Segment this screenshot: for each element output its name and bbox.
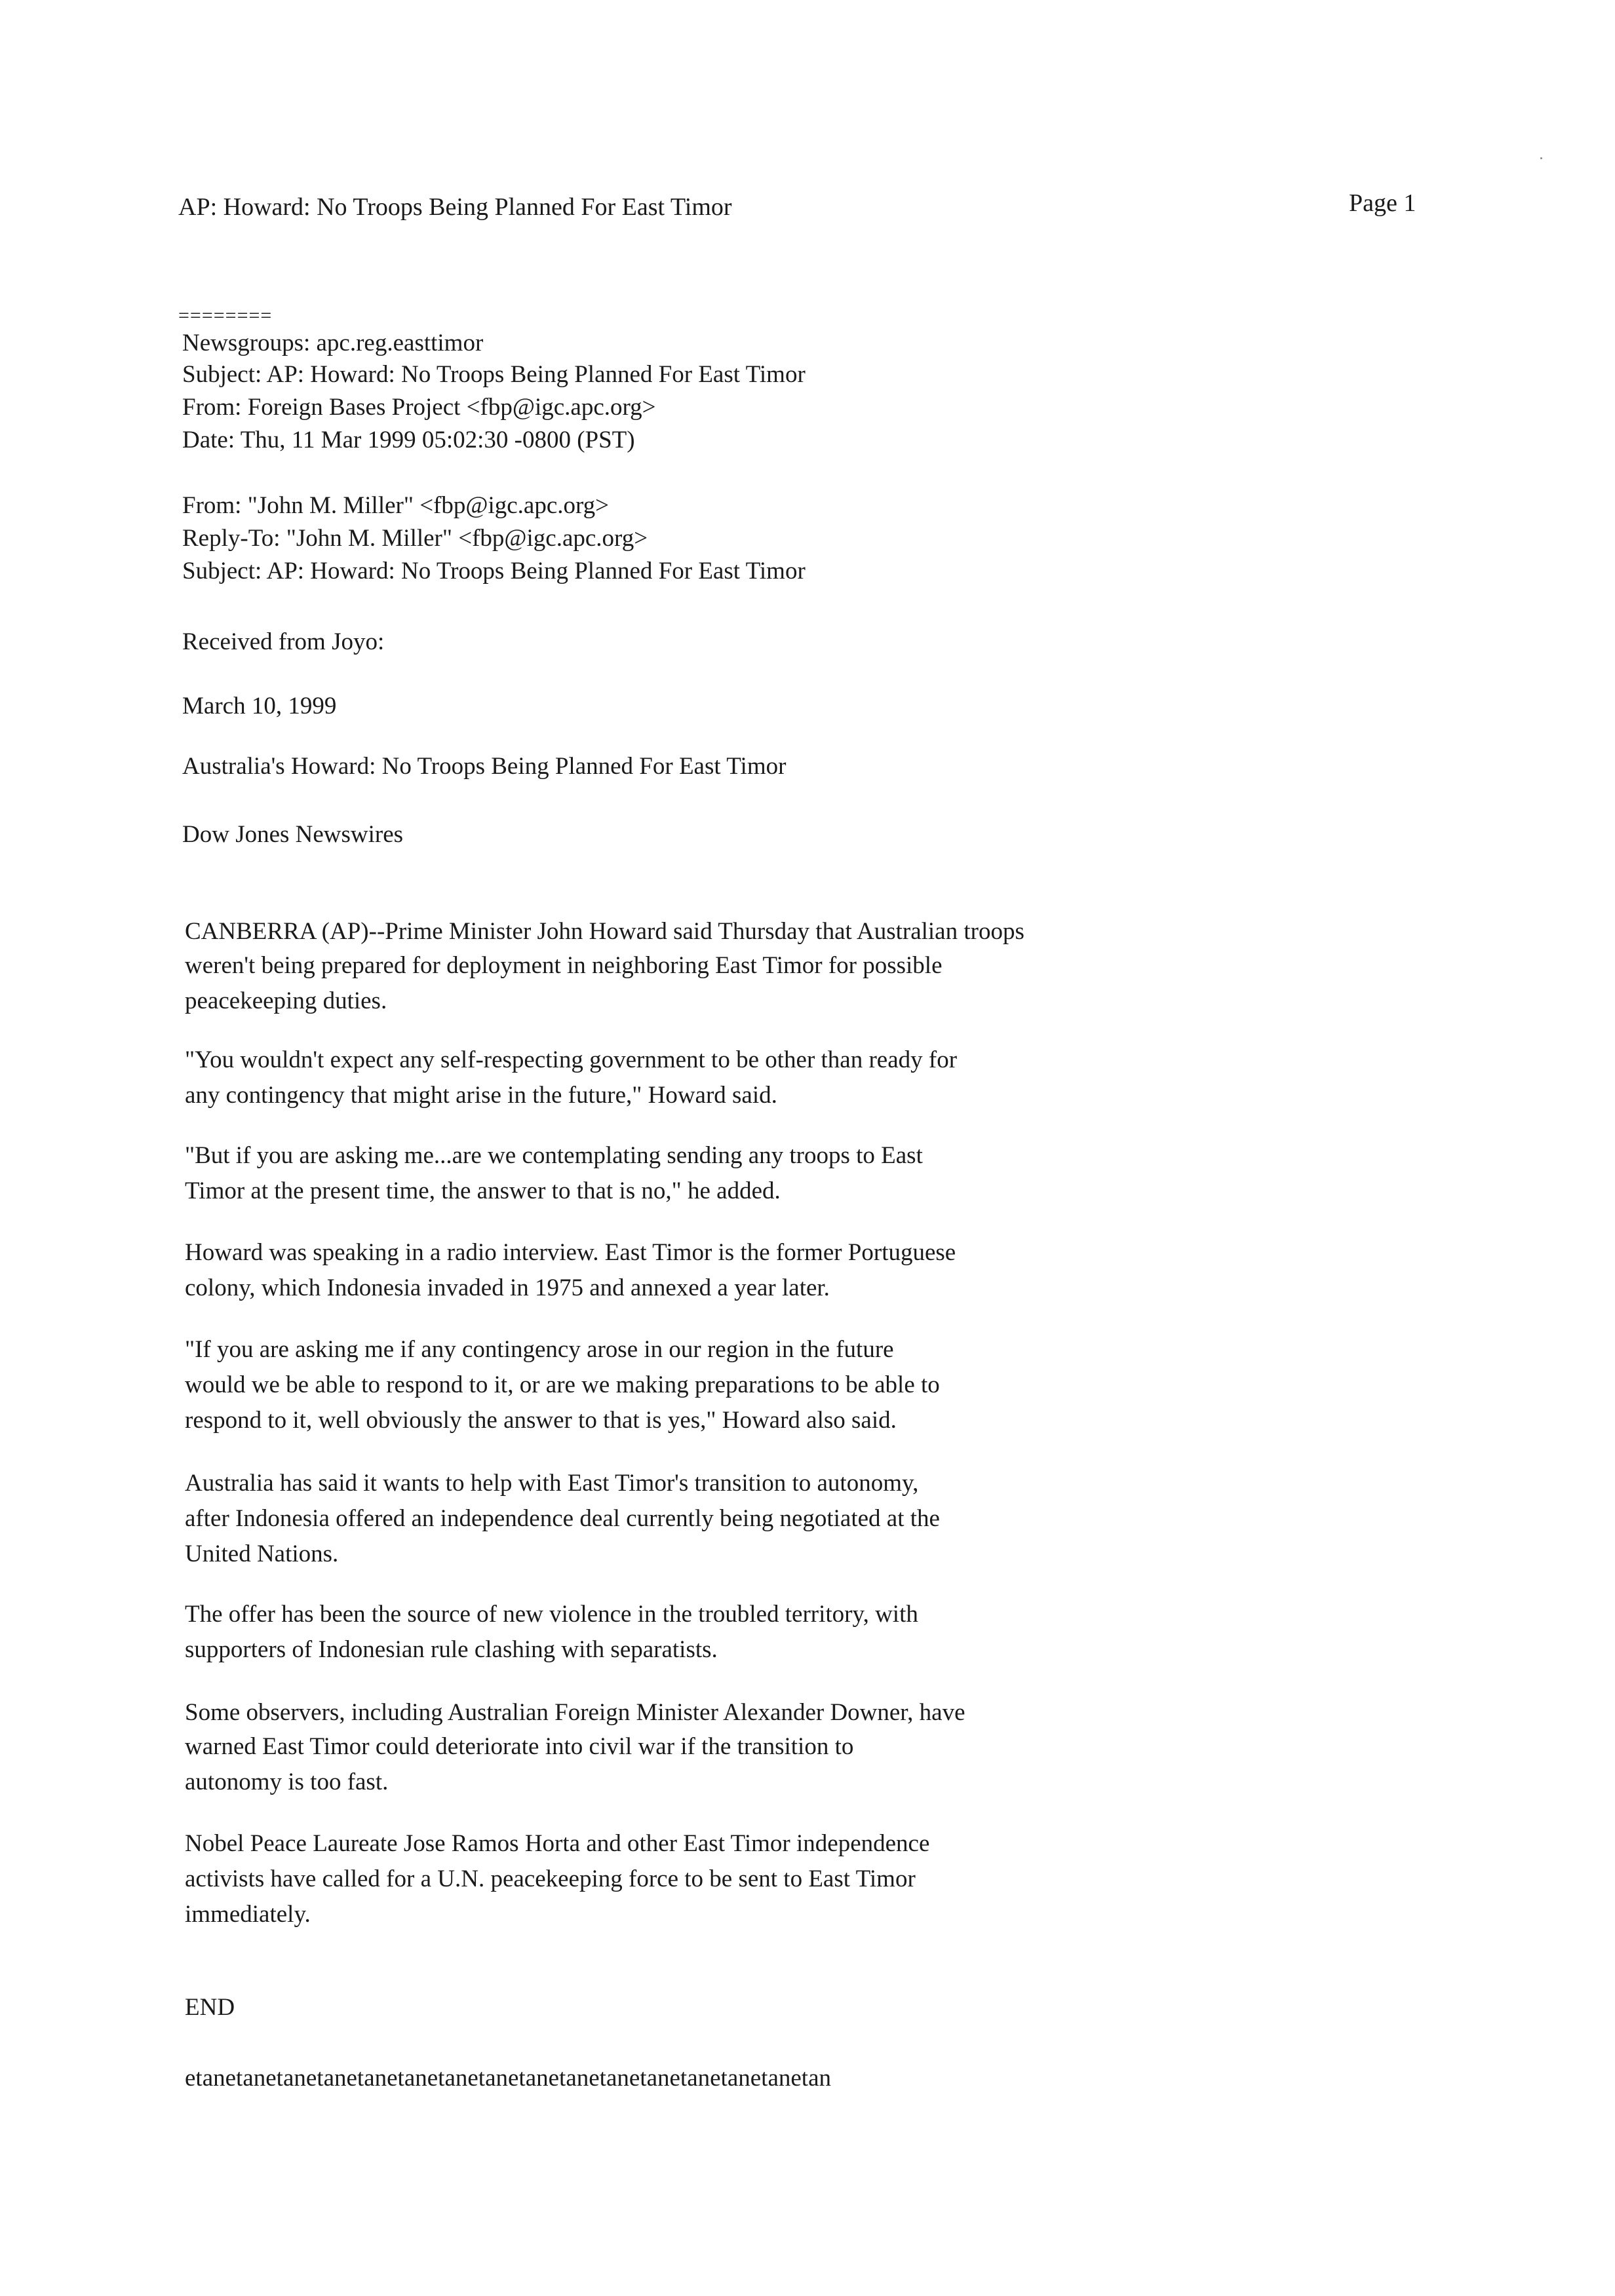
paragraph-6-line-2: after Indonesia offered an independence deal currently being negotiated at the bbox=[185, 1505, 940, 1532]
headline: Australia's Howard: No Troops Being Planned For East Timor bbox=[182, 753, 787, 780]
page-number: Page 1 bbox=[1349, 189, 1416, 217]
paragraph-8-line-1: Some observers, including Australian Foreign Minister Alexander Downer, have bbox=[185, 1699, 965, 1726]
paragraph-7-line-2: supporters of Indonesian rule clashing with separatists. bbox=[185, 1636, 718, 1663]
paragraph-7-line-1: The offer has been the source of new violence in the troubled territory, with bbox=[185, 1601, 918, 1628]
paragraph-4-line-1: Howard was speaking in a radio interview. East Timor is the former Portuguese bbox=[185, 1239, 956, 1266]
received-from: Received from Joyo: bbox=[182, 628, 385, 655]
paragraph-9-line-1: Nobel Peace Laureate Jose Ramos Horta and other East Timor independence bbox=[185, 1830, 930, 1857]
paragraph-3-line-1: "But if you are asking me...are we contemplating sending any troops to East bbox=[185, 1142, 923, 1169]
date-header: Date: Thu, 11 Mar 1999 05:02:30 -0800 (PST) bbox=[182, 427, 635, 453]
scan-speck bbox=[1540, 157, 1542, 159]
newsgroups-header: Newsgroups: apc.reg.easttimor bbox=[182, 330, 484, 356]
paragraph-8-line-2: warned East Timor could deteriorate into civil war if the transition to bbox=[185, 1733, 854, 1760]
paragraph-5-line-3: respond to it, well obviously the answer to that is yes," Howard also said. bbox=[185, 1407, 897, 1434]
paragraph-1-line-2: weren't being prepared for deployment in neighboring East Timor for possible bbox=[185, 952, 943, 979]
dateline: March 10, 1999 bbox=[182, 693, 337, 719]
paragraph-6-line-3: United Nations. bbox=[185, 1540, 339, 1567]
footer-etan-line: etanetanetanetanetanetanetanetanetanetanetanetanetanetanetanetan bbox=[185, 2065, 831, 2092]
paragraph-8-line-3: autonomy is too fast. bbox=[185, 1769, 389, 1795]
paragraph-5-line-2: would we be able to respond to it, or are we making preparations to be able to bbox=[185, 1371, 940, 1398]
paragraph-2-line-2: any contingency that might arise in the future," Howard said. bbox=[185, 1082, 777, 1109]
from-header-2: From: "John M. Miller" <fbp@igc.apc.org> bbox=[182, 492, 610, 519]
end-marker: END bbox=[185, 1994, 235, 2021]
paragraph-2-line-1: "You wouldn't expect any self-respecting government to be other than ready for bbox=[185, 1046, 958, 1073]
subject-header-2: Subject: AP: Howard: No Troops Being Planned For East Timor bbox=[182, 558, 806, 584]
paragraph-9-line-2: activists have called for a U.N. peacekeeping force to be sent to East Timor bbox=[185, 1866, 916, 1892]
paragraph-3-line-2: Timor at the present time, the answer to that is no," he added. bbox=[185, 1177, 781, 1204]
page-header-title: AP: Howard: No Troops Being Planned For East Timor bbox=[178, 193, 732, 221]
paragraph-4-line-2: colony, which Indonesia invaded in 1975 and annexed a year later. bbox=[185, 1274, 830, 1301]
source-line: Dow Jones Newswires bbox=[182, 821, 404, 848]
reply-to-header: Reply-To: "John M. Miller" <fbp@igc.apc.org> bbox=[182, 525, 648, 552]
paragraph-1-line-3: peacekeeping duties. bbox=[185, 987, 387, 1014]
paragraph-6-line-1: Australia has said it wants to help with East Timor's transition to autonomy, bbox=[185, 1470, 919, 1497]
separator-line: ======== bbox=[178, 305, 273, 326]
subject-header: Subject: AP: Howard: No Troops Being Planned For East Timor bbox=[182, 361, 806, 388]
paragraph-9-line-3: immediately. bbox=[185, 1901, 311, 1928]
paragraph-1-line-1: CANBERRA (AP)--Prime Minister John Howard said Thursday that Australian troops bbox=[185, 918, 1024, 945]
from-header: From: Foreign Bases Project <fbp@igc.apc.org> bbox=[182, 394, 656, 421]
paragraph-5-line-1: "If you are asking me if any contingency arose in our region in the future bbox=[185, 1336, 894, 1363]
